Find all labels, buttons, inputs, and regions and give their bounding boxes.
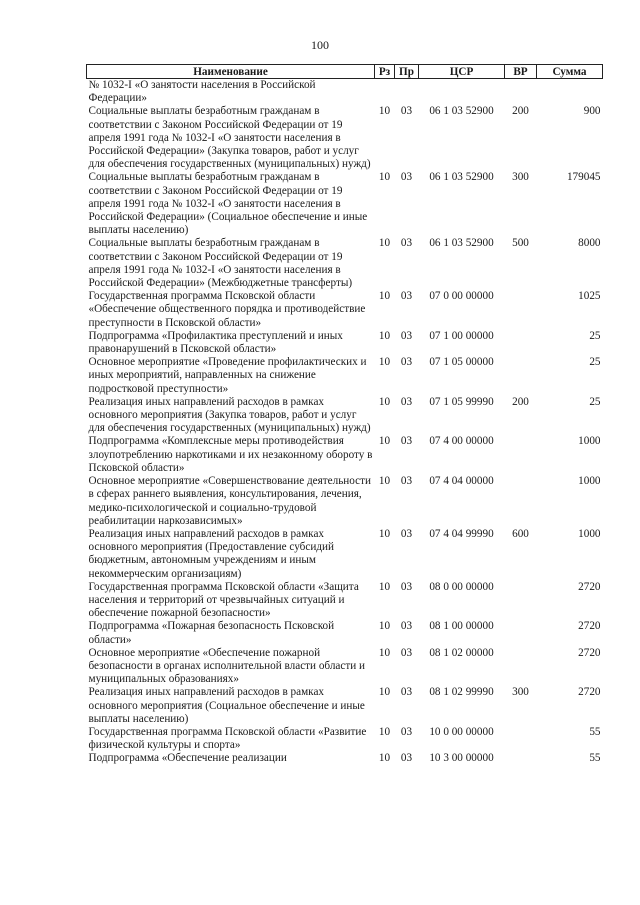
row-name: Реализация иных направлений расходов в рамках основного мероприятия (Предоставление субсидий бюджетным, автономным учреждениям и иным некоммерческим организациям)	[88, 527, 334, 580]
row-vr: 300	[512, 686, 529, 699]
row-rz: 10	[378, 725, 391, 738]
row-pr: 03	[400, 752, 413, 765]
table-body	[87, 79, 603, 766]
row-pr: 03	[400, 356, 413, 369]
row-rz	[375, 79, 395, 106]
header-csr: ЦСР	[419, 65, 505, 79]
row-vr	[505, 752, 537, 765]
row-pr: 03	[400, 329, 413, 342]
row-sum: 1000	[578, 527, 601, 540]
row-rz: 10	[378, 646, 391, 659]
row-rz: 10	[378, 171, 391, 184]
row-name: Государственная программа Псковской области «Обеспечение общественного порядка и противодействие преступности в Псковской области»	[88, 290, 366, 329]
table-row	[87, 726, 603, 752]
row-pr	[395, 79, 419, 106]
row-sum: 25	[589, 356, 601, 369]
row-name: Основное мероприятие «Совершенствование деятельности в сферах раннего выявления, консультирования, лечения, медико-психологической и социально-трудовой реабилитации наркозависимых»	[88, 475, 372, 527]
header-pr: Пр	[395, 65, 419, 79]
row-vr	[505, 435, 537, 475]
row-csr: 07 1 00 00000	[429, 329, 494, 342]
row-rz: 10	[378, 752, 391, 765]
table-row	[87, 528, 603, 581]
row-sum: 25	[589, 395, 601, 408]
row-csr: 07 4 00 00000	[429, 435, 494, 448]
row-name: Реализация иных направлений расходов в рамках основного мероприятия (Закупка товаров, работ и услуг для обеспечения государственных (муниципальных) нужд)	[88, 395, 371, 435]
row-csr: 07 4 04 99990	[429, 527, 494, 540]
row-csr: 07 1 05 00000	[429, 356, 494, 369]
table-row	[87, 79, 603, 106]
row-name: Основное мероприятие «Обеспечение пожарной безопасности в органах исполнительной власти области и муниципальных образованиях»	[88, 646, 366, 686]
row-sum: 1000	[578, 435, 601, 448]
row-pr: 03	[400, 395, 413, 408]
row-csr: 08 1 00 00000	[429, 620, 494, 633]
row-vr: 300	[512, 171, 529, 184]
row-name: Социальные выплаты безработным гражданам в соответствии с Законом Российской Федерации от 19 апреля 1991 года № 1032-I «О занятости населения в Российской Федерации» (Закупка товаров, работ и услуг для обеспечения государственных (муниципальных) нужд)	[88, 105, 371, 171]
table-row	[87, 752, 603, 765]
row-pr: 03	[400, 475, 413, 488]
row-pr: 03	[400, 646, 413, 659]
row-rz: 10	[378, 395, 391, 408]
row-vr: 200	[512, 105, 529, 118]
header-sum: Сумма	[537, 65, 603, 79]
row-vr	[505, 79, 537, 106]
row-rz: 10	[378, 475, 391, 488]
row-vr	[505, 356, 537, 396]
row-vr	[505, 647, 537, 687]
table-row	[87, 581, 603, 621]
row-vr	[505, 330, 537, 356]
table-row	[87, 105, 603, 171]
table-row	[87, 475, 603, 528]
row-sum	[537, 79, 603, 106]
row-pr: 03	[400, 105, 413, 118]
row-pr: 03	[400, 580, 413, 593]
row-rz: 10	[378, 290, 391, 303]
row-vr: 600	[512, 527, 529, 540]
row-sum: 8000	[578, 237, 601, 250]
header-rz: Рз	[375, 65, 395, 79]
row-pr: 03	[400, 237, 413, 250]
row-name: Подпрограмма «Пожарная безопасность Псковской области»	[88, 620, 335, 646]
row-csr: 07 1 05 99990	[429, 395, 494, 408]
row-csr: 06 1 03 52900	[429, 171, 494, 184]
row-rz: 10	[378, 686, 391, 699]
row-csr: 08 1 02 99990	[429, 686, 494, 699]
row-csr: 08 0 00 00000	[429, 580, 494, 593]
row-name: № 1032-I «О занятости населения в Российской Федерации»	[88, 79, 316, 105]
row-rz: 10	[378, 527, 391, 540]
table-row	[87, 171, 603, 237]
row-vr	[505, 726, 537, 752]
row-vr	[505, 290, 537, 330]
row-sum: 900	[583, 105, 601, 118]
row-name: Подпрограмма «Комплексные меры противодействия злоупотреблению наркотиками и их незаконному обороту в Псковской области»	[88, 435, 373, 474]
row-vr	[505, 620, 537, 646]
row-pr: 03	[400, 171, 413, 184]
page-number: 100	[311, 38, 329, 52]
row-sum: 2720	[578, 620, 601, 633]
row-name: Государственная программа Псковской области «Защита населения и территорий от чрезвычайных ситуаций и обеспечение пожарной безопасности»	[88, 580, 359, 620]
row-pr: 03	[400, 620, 413, 633]
table-row	[87, 330, 603, 356]
row-sum: 25	[589, 329, 601, 342]
row-rz: 10	[378, 237, 391, 250]
row-csr	[419, 79, 505, 106]
budget-table	[86, 64, 603, 766]
row-rz: 10	[378, 620, 391, 633]
table-row	[87, 620, 603, 646]
row-name: Реализация иных направлений расходов в рамках основного мероприятия (Социальное обеспечение и иные выплаты населению)	[88, 686, 365, 725]
row-csr: 10 3 00 00000	[429, 752, 494, 765]
header-name: Наименование	[87, 65, 375, 79]
row-name: Подпрограмма «Обеспечение реализации	[88, 752, 287, 765]
row-csr: 06 1 03 52900	[429, 237, 494, 250]
row-vr: 200	[512, 395, 529, 408]
row-vr	[505, 581, 537, 621]
table-row	[87, 356, 603, 396]
header-vr: ВР	[505, 65, 537, 79]
row-rz: 10	[378, 329, 391, 342]
row-vr: 500	[512, 237, 529, 250]
row-csr: 08 1 02 00000	[429, 646, 494, 659]
row-sum: 1025	[578, 290, 601, 303]
row-name: Социальные выплаты безработным гражданам в соответствии с Законом Российской Федерации от 19 апреля 1991 года № 1032-I «О занятости населения в Российской Федерации» (Межбюджетные трансферты)	[88, 237, 353, 290]
row-pr: 03	[400, 435, 413, 448]
row-sum: 2720	[578, 580, 601, 593]
row-csr: 07 0 00 00000	[429, 290, 494, 303]
row-csr: 06 1 03 52900	[429, 105, 494, 118]
row-csr: 10 0 00 00000	[429, 725, 494, 738]
row-sum: 179045	[566, 171, 601, 184]
row-sum: 1000	[578, 475, 601, 488]
table-row	[87, 647, 603, 687]
row-name: Основное мероприятие «Проведение профилактических и иных мероприятий, направленных на снижение подростковой преступности»	[88, 356, 367, 395]
row-rz: 10	[378, 435, 391, 448]
table-row	[87, 290, 603, 330]
row-rz: 10	[378, 580, 391, 593]
row-rz: 10	[378, 105, 391, 118]
row-pr: 03	[400, 290, 413, 303]
row-sum: 55	[589, 725, 601, 738]
row-name: Государственная программа Псковской области «Развитие физической культуры и спорта»	[88, 725, 367, 752]
row-name: Социальные выплаты безработным гражданам в соответствии с Законом Российской Федерации от 19 апреля 1991 года № 1032-I «О занятости населения в Российской Федерации» (Социальное обеспечение и иные выплаты населению)	[88, 171, 368, 237]
table-row	[87, 686, 603, 726]
table-row	[87, 396, 603, 436]
row-name: Подпрограмма «Профилактика преступлений и иных правонарушений в Псковской области»	[88, 329, 343, 356]
row-pr: 03	[400, 686, 413, 699]
row-rz: 10	[378, 356, 391, 369]
row-pr: 03	[400, 725, 413, 738]
row-sum: 2720	[578, 686, 601, 699]
row-pr: 03	[400, 527, 413, 540]
table-row	[87, 237, 603, 290]
table-header	[87, 65, 603, 79]
row-csr: 07 4 04 00000	[429, 475, 494, 488]
row-sum: 2720	[578, 646, 601, 659]
row-vr	[505, 475, 537, 528]
table-row	[87, 435, 603, 475]
row-sum: 55	[589, 752, 601, 765]
